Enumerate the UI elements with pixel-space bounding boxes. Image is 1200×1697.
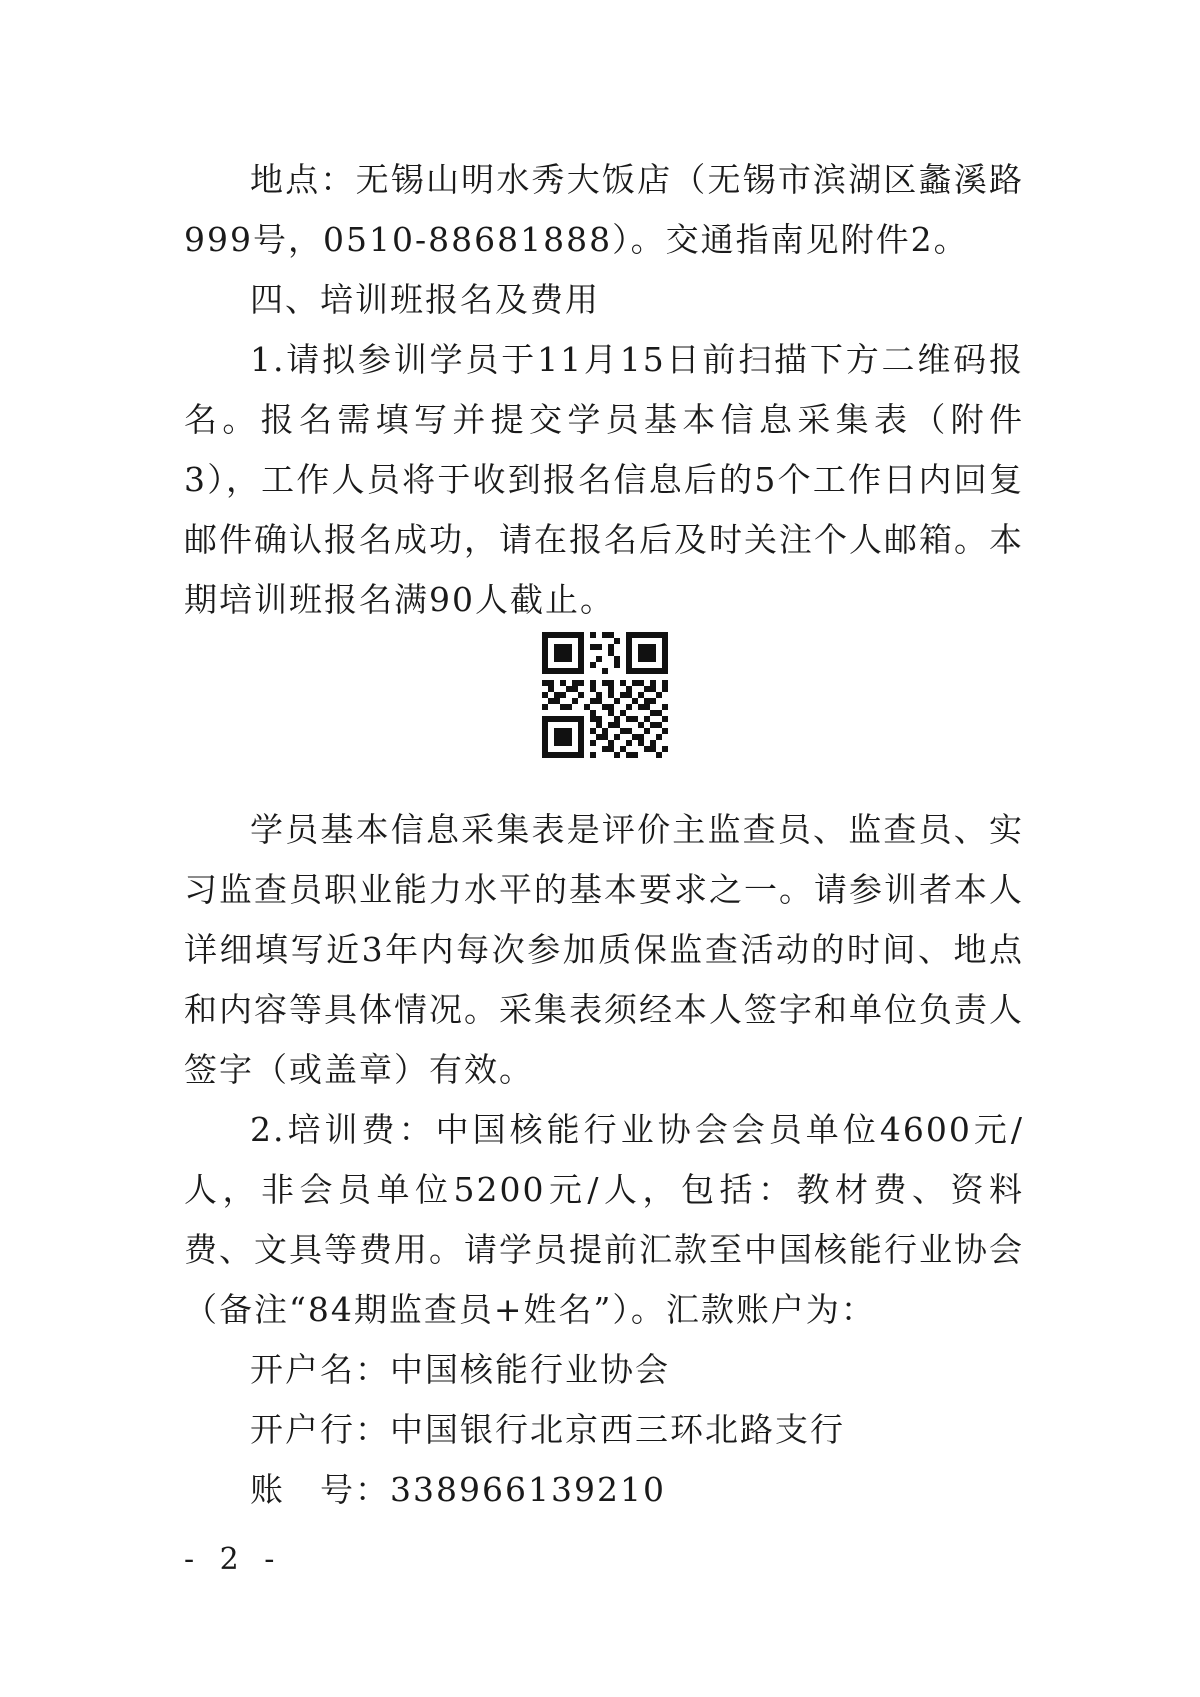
location-paragraph: 地点：无锡山明水秀大饭店（无锡市滨湖区蠡溪路999号，0510-88681888）。交通指南见附件2。	[184, 160, 1024, 259]
account-bank: 开户行：中国银行北京西三环北路支行	[250, 1410, 845, 1449]
info-form-paragraph: 学员基本信息采集表是评价主监查员、监查员、实习监查员职业能力水平的基本要求之一。请参训者本人详细填写近3年内每次参加质保监查活动的时间、地点和内容等具体情况。采集表须经本人签字和单位负责人签字（或盖章）有效。	[184, 810, 1024, 1089]
account-name: 开户名：中国核能行业协会	[250, 1350, 670, 1389]
page-number: - 2 -	[184, 1542, 283, 1577]
registration-qr-code[interactable]	[542, 632, 668, 758]
section-heading: 四、培训班报名及费用	[250, 280, 600, 319]
registration-paragraph: 1.请拟参训学员于11月15日前扫描下方二维码报名。报名需填写并提交学员基本信息采集表（附件3），工作人员将于收到报名信息后的5个工作日内回复邮件确认报名成功，请在报名后及时关注个人邮箱。本期培训班报名满90人截止。	[184, 340, 1024, 619]
account-number: 账 号：338966139210	[250, 1470, 666, 1509]
training-fee-paragraph: 2.培训费：中国核能行业协会会员单位4600元/人，非会员单位5200元/人，包括：教材费、资料费、文具等费用。请学员提前汇款至中国核能行业协会（备注“84期监查员+姓名”）。汇款账户为：	[184, 1110, 1024, 1329]
